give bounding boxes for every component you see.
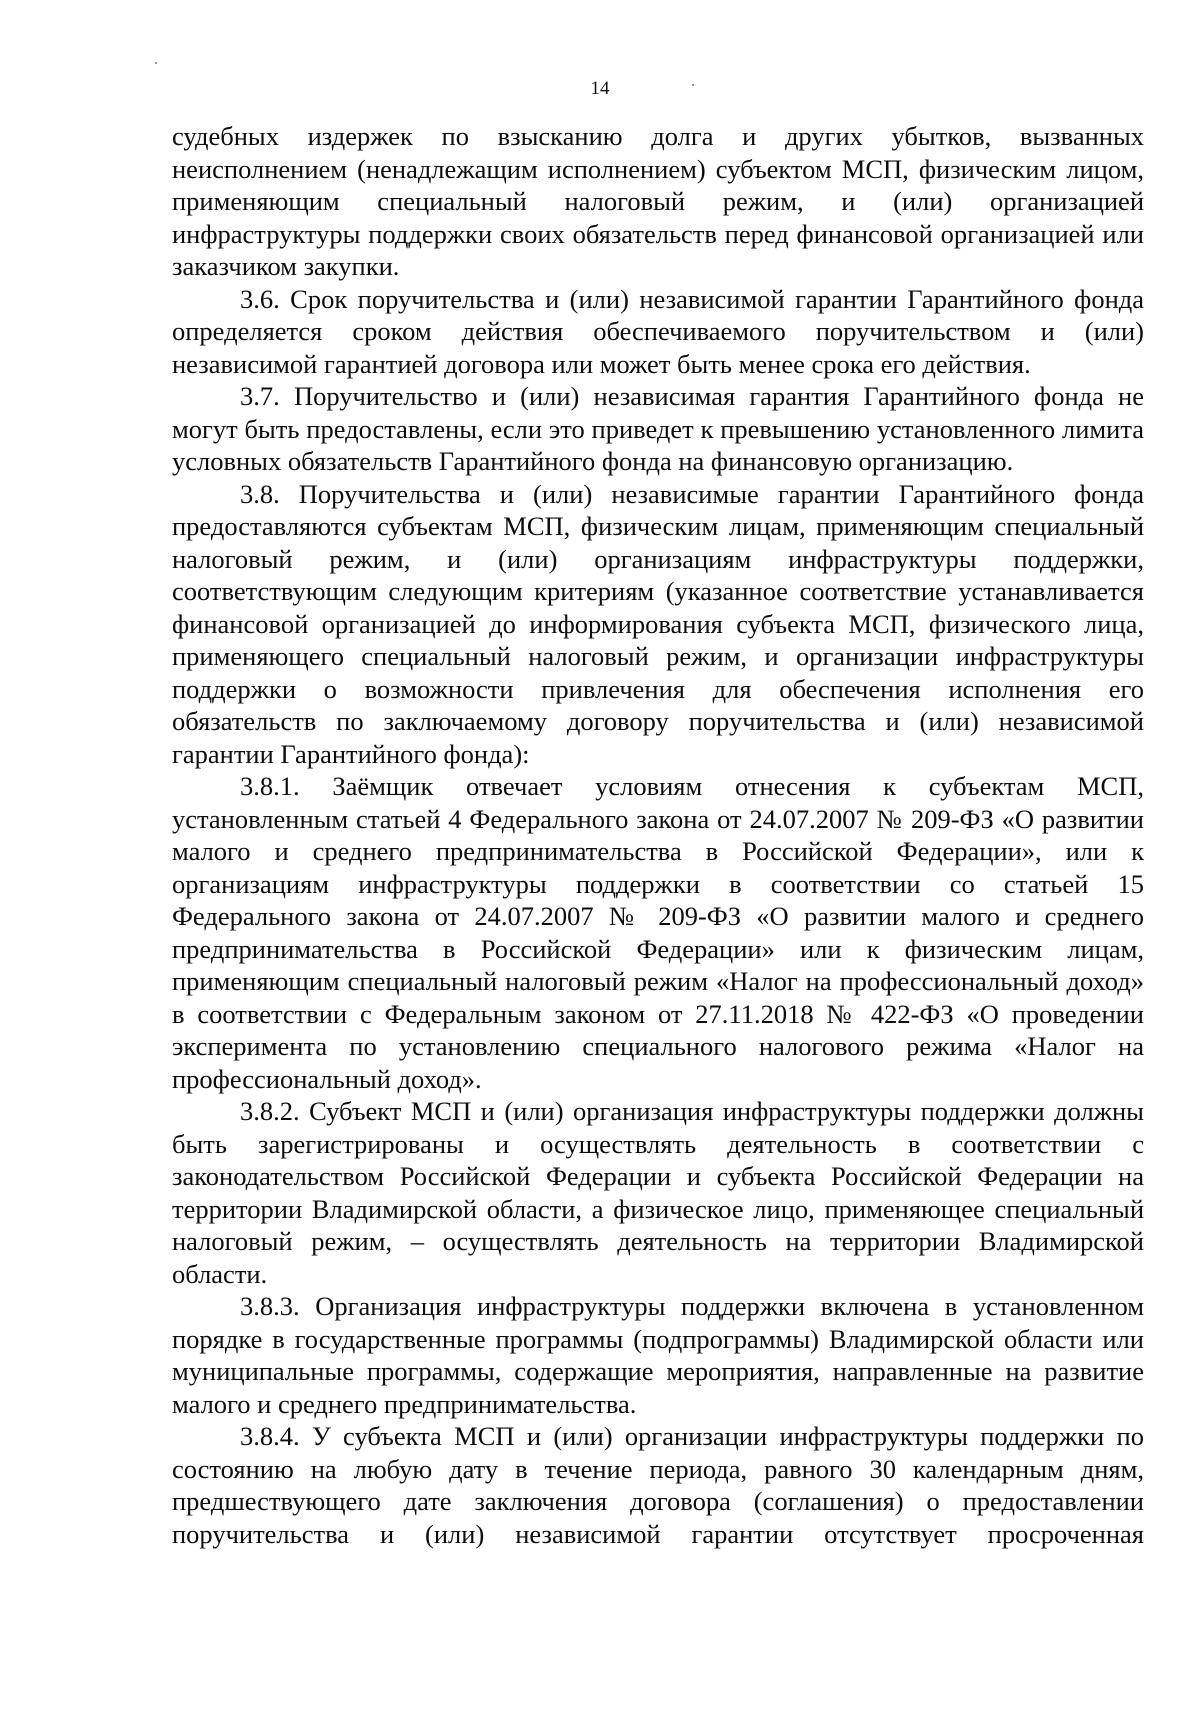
page-number: 14 xyxy=(590,78,610,99)
paragraph-3-8-1: 3.8.1. Заёмщик отвечает условиям отнесения к субъектам МСП, установленным статьей 4 Федерального закона от 24.07.2007 № 209-ФЗ «О развитии малого и среднего предпринимательства в Российской Федерации», или к организациям инфраструктуры поддержки в соответствии со статьей 15 Федерального закона от 24.07.2007 № 209-ФЗ «О развитии малого и среднего предпринимательства в Российской Федерации» или к физическим лицам, применяющим специальный налоговый режим «Налог на профессиональный доход» в соответствии с Федеральным законом от 27.11.2018 № 422-ФЗ «О проведении эксперимента по установлению специального налогового режима «Налог на профессиональный доход». xyxy=(172,771,1144,1094)
document-body xyxy=(172,120,1144,1550)
paragraph-continuation: судебных издержек по взысканию долга и других убытков, вызванных неисполнением (ненадлежащим исполнением) субъектом МСП, физическим лицом, применяющим специальный налоговый режим, и (или) организацией инфраструктуры поддержки своих обязательств перед финансовой организацией или заказчиком закупки. xyxy=(172,121,1144,281)
paragraph-3-7: 3.7. Поручительство и (или) независимая гарантия Гарантийного фонда не могут быть предоставлены, если это приведет к превышению установленного лимита условных обязательств Гарантийного фонда на финансовую организацию. xyxy=(172,381,1144,476)
scan-speck xyxy=(155,62,157,64)
paragraph-3-6: 3.6. Срок поручительства и (или) независимой гарантии Гарантийного фонда определяется сроком действия обеспечиваемого поручительством и (или) независимой гарантией договора или может быть менее срока его действия. xyxy=(172,283,1144,379)
paragraph-3-8-4: 3.8.4. У субъекта МСП и (или) организации инфраструктуры поддержки по состоянию на любую дату в течение периода, равного 30 календарным дням, предшествующего дате заключения договора (соглашения) о предоставлении поручительства и (или) независимой гарантии отсутствует просроченная xyxy=(172,1421,1144,1549)
paragraph-3-8-3: 3.8.3. Организация инфраструктуры поддержки включена в установленном порядке в государственные программы (подпрограммы) Владимирской области или муниципальные программы, содержащие мероприятия, направленные на развитие малого и среднего предпринимательства. xyxy=(172,1291,1144,1419)
paragraph-3-8: 3.8. Поручительства и (или) независимые гарантии Гарантийного фонда предоставляются субъектам МСП, физическим лицам, применяющим специальный налоговый режим, и (или) организациям инфраструктуры поддержки, соответствующим следующим критериям (указанное соответствие устанавливается финансовой организацией до информирования субъекта МСП, физического лица, применяющего специальный налоговый режим, и организации инфраструктуры поддержки о возможности привлечения для обеспечения исполнения его обязательств по заключаемому договору поручительства и (или) независимой гарантии Гарантийного фонда): xyxy=(172,478,1144,769)
paragraph-3-8-2: 3.8.2. Субъект МСП и (или) организация инфраструктуры поддержки должны быть зарегистрированы и осуществлять деятельность в соответствии с законодательством Российской Федерации и субъекта Российской Федерации на территории Владимирской области, а физическое лицо, применяющее специальный налоговый режим, – осуществлять деятельность на территории Владимирской области. xyxy=(172,1096,1144,1289)
